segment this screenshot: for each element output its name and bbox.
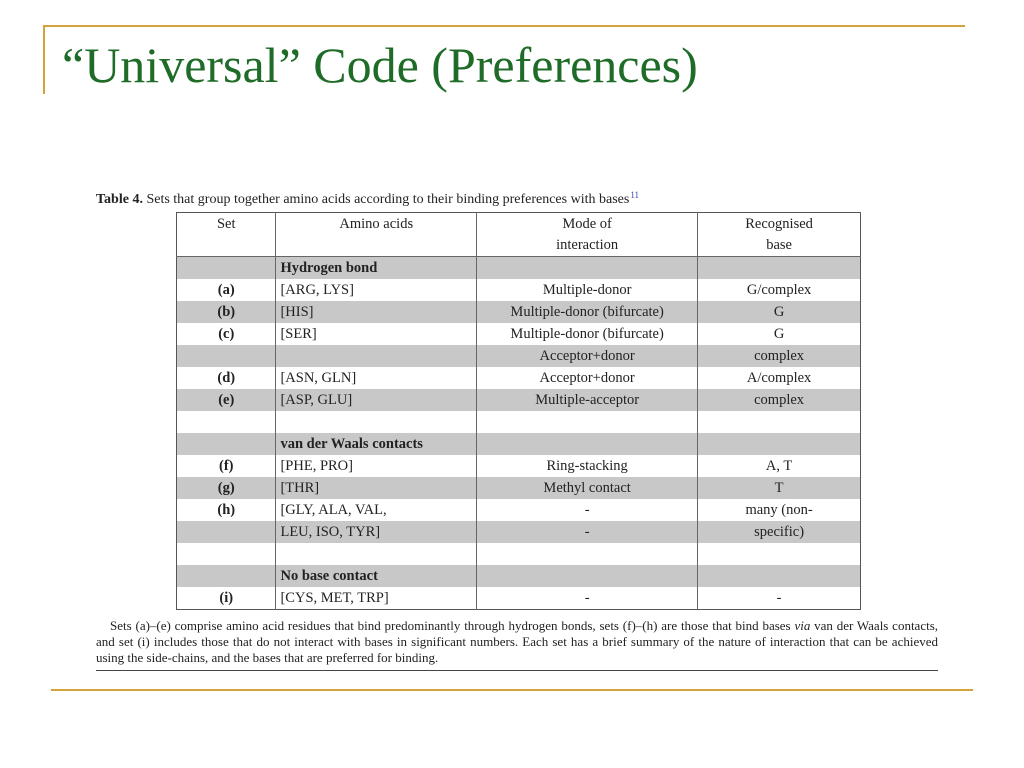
cell-amino-acids: No base contact [276,565,477,587]
cell-base [698,411,861,433]
title-top-rule [43,25,965,27]
cell-mode [477,411,698,433]
title-accent-bar [43,26,45,94]
cell-set: (e) [177,389,276,411]
header-base-line2: base [766,237,792,253]
cell-mode: Multiple-acceptor [477,389,698,411]
cell-amino-acids: Hydrogen bond [276,257,477,280]
cell-amino-acids: [ARG, LYS] [276,279,477,301]
cell-mode: - [477,587,698,610]
table-row [177,301,861,323]
cell-set: (h) [177,499,276,521]
table-row [177,499,861,521]
cell-base: A, T [698,455,861,477]
table-row [177,521,861,543]
bottom-rule [51,689,973,691]
cell-amino-acids: [CYS, MET, TRP] [276,587,477,610]
cell-mode: Multiple-donor (bifurcate) [477,301,698,323]
table-row [177,323,861,345]
table-footnote [96,618,938,666]
cell-amino-acids [276,411,477,433]
cell-amino-acids [276,345,477,367]
cell-amino-acids: [THR] [276,477,477,499]
caption-text: Sets that group together amino acids according to their binding preferences with bases [146,192,630,207]
table-row [177,455,861,477]
cell-mode: - [477,521,698,543]
table-row [177,411,861,433]
cell-amino-acids: van der Waals contacts [276,433,477,455]
cell-amino-acids: [ASN, GLN] [276,367,477,389]
cell-base: complex [698,345,861,367]
footnote-via: via [794,618,811,633]
header-amino-acids: Amino acids [276,213,477,257]
cell-set: (d) [177,367,276,389]
cell-set: (g) [177,477,276,499]
cell-amino-acids: LEU, ISO, TYR] [276,521,477,543]
table-row [177,477,861,499]
caption-label: Table 4. [96,192,143,207]
cell-base: many (non- [698,499,861,521]
cell-set: (a) [177,279,276,301]
cell-amino-acids: [HIS] [276,301,477,323]
header-set: Set [177,213,276,257]
table-row [177,279,861,301]
cell-set: (c) [177,323,276,345]
cell-mode: - [477,499,698,521]
cell-base [698,257,861,280]
table-caption [96,190,938,208]
cell-mode: Acceptor+donor [477,367,698,389]
cell-base: A/complex [698,367,861,389]
footnote-part1: Sets (a)–(e) comprise amino acid residues that bind predominantly through hydrogen bonds, sets (f)–(h) are those that bind bases [110,618,791,633]
cell-mode [477,433,698,455]
cell-set [177,411,276,433]
cell-base: - [698,587,861,610]
cell-base: complex [698,389,861,411]
cell-set [177,543,276,565]
header-base-line1: Recognised [745,216,813,232]
cell-mode: Multiple-donor [477,279,698,301]
cell-amino-acids [276,543,477,565]
cell-set [177,345,276,367]
cell-set [177,257,276,280]
header-mode-line2: interaction [556,237,619,253]
cell-set [177,521,276,543]
table-row [177,587,861,610]
cell-amino-acids: [SER] [276,323,477,345]
cell-base: T [698,477,861,499]
cell-base [698,565,861,587]
table-section-heading-row [177,433,861,455]
cell-base: specific) [698,521,861,543]
preferences-table [176,212,861,610]
cell-mode [477,543,698,565]
cell-mode: Multiple-donor (bifurcate) [477,323,698,345]
cell-amino-acids: [ASP, GLU] [276,389,477,411]
header-base [698,213,861,257]
cell-set: (f) [177,455,276,477]
table-header-row [177,213,861,257]
cell-set [177,565,276,587]
cell-mode: Methyl contact [477,477,698,499]
cell-mode [477,565,698,587]
cell-base: G [698,323,861,345]
cell-base: G/complex [698,279,861,301]
table-row [177,543,861,565]
cell-mode [477,257,698,280]
table-section-heading-row [177,565,861,587]
cell-base [698,433,861,455]
footnote-part2: van der Waals contacts, and set (i) includes those that do not interact with bases in significant numbers. Each set has a brief summary of the nature of interaction that can be achieved using the side-chains, and the bases that are preferred for binding. [96,618,939,665]
slide-title: “Universal” Code (Preferences) [62,37,698,93]
table-row [177,389,861,411]
cell-base [698,543,861,565]
table-body [177,257,861,610]
footnote-rule [96,670,938,671]
table-figure [96,190,938,671]
cell-mode: Acceptor+donor [477,345,698,367]
cell-mode: Ring-stacking [477,455,698,477]
table-row [177,345,861,367]
cell-set: (i) [177,587,276,610]
table-row [177,367,861,389]
caption-reference: 11 [630,190,639,200]
cell-amino-acids: [GLY, ALA, VAL, [276,499,477,521]
cell-base: G [698,301,861,323]
header-mode-line1: Mode of [562,216,612,232]
table-section-heading-row [177,257,861,280]
cell-amino-acids: [PHE, PRO] [276,455,477,477]
cell-set [177,433,276,455]
header-mode [477,213,698,257]
cell-set: (b) [177,301,276,323]
